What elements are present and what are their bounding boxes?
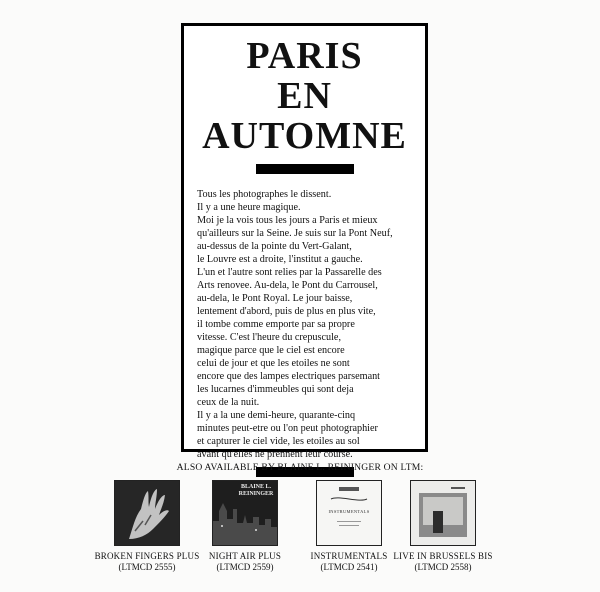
album-live-in-brussels[interactable] [383,480,503,573]
title-line-1: PARIS [246,35,363,77]
album-catalog-number: (LTMCD 2555) [118,562,176,572]
album-cover-night-air [212,480,278,546]
poem-line: magique parce que le ciel est encore [197,345,345,356]
album-catalog-number: (LTMCD 2541) [320,562,378,572]
hand-image-icon [115,481,179,545]
poem-line: minutes peut-etre ou l'on peut photographier [197,423,378,434]
page-title [184,26,425,156]
poem-line: Tous les photographes le dissent. [197,189,332,200]
album-cover-broken-fingers [114,480,180,546]
top-divider-bar [256,164,354,174]
album-title: LIVE IN BRUSSELS BIS [393,551,493,561]
poem-line: au-dela, le Pont Royal. Le jour baisse, [197,293,353,304]
poem-line: vitesse. C'est l'heure du crepuscule, [197,332,341,343]
album-title: NIGHT AIR PLUS [208,551,282,561]
album-catalog-number: (LTMCD 2559) [216,562,274,572]
album-catalog-number: (LTMCD 2558) [414,562,472,572]
poem-line: les lucarnes d'immeubles qui sont deja [197,384,354,395]
poem-line: Moi je la vois tous les jours a Paris et mieux [197,215,378,226]
stage-photo-icon [411,481,475,545]
poem-line: ceux de la nuit. [197,397,260,408]
album-cover-artist-text: BLAINE L. REININGER [238,484,274,497]
album-cover-instrumentals [316,480,382,546]
poem-line: celui de jour et que les etoiles ne sont [197,358,350,369]
poem-panel [181,23,428,460]
also-available-heading: ALSO AVAILABLE BY BLAINE L. REININGER ON LTM: [176,462,424,473]
poem-line: et capturer le ciel vide, les etoiles au sol [197,436,360,447]
album-title: BROKEN FINGERS PLUS [94,551,200,561]
album-night-air[interactable] [185,480,305,573]
poem-line: Arts renovee. Au-dela, le Pont du Carrousel, [197,280,378,291]
poem-line: L'un et l'autre sont relies par la Passarelle des [197,267,382,278]
poem-line: encore que des lampes electriques parsemant [197,371,381,382]
poem-line: au-dessus de la pointe du Vert-Galant, [197,241,352,252]
poem-line: il tombe comme emporte par sa propre [197,319,355,330]
poem-line: lentement d'abord, puis de plus en plus vite, [197,306,376,317]
poem-line: qu'ailleurs sur la Seine. Je suis sur la Pont Neuf, [197,228,393,239]
poem-line: le Louvre est a droite, l'institut a gauche. [197,254,363,265]
poem-text [197,188,425,461]
album-cover-title-text: INSTRUMENTALS [328,509,370,514]
poem-line: Il y a la une demi-heure, quarante-cinq [197,410,356,421]
title-line-3: AUTOMNE [202,115,407,157]
title-line-2: EN [277,75,332,117]
album-cover-live-in-brussels [410,480,476,546]
poem-line: avant qu'elles ne prennent leur course. [197,449,353,460]
poem-line: Il y a une heure magique. [197,202,301,213]
album-title: INSTRUMENTALS [310,551,388,561]
